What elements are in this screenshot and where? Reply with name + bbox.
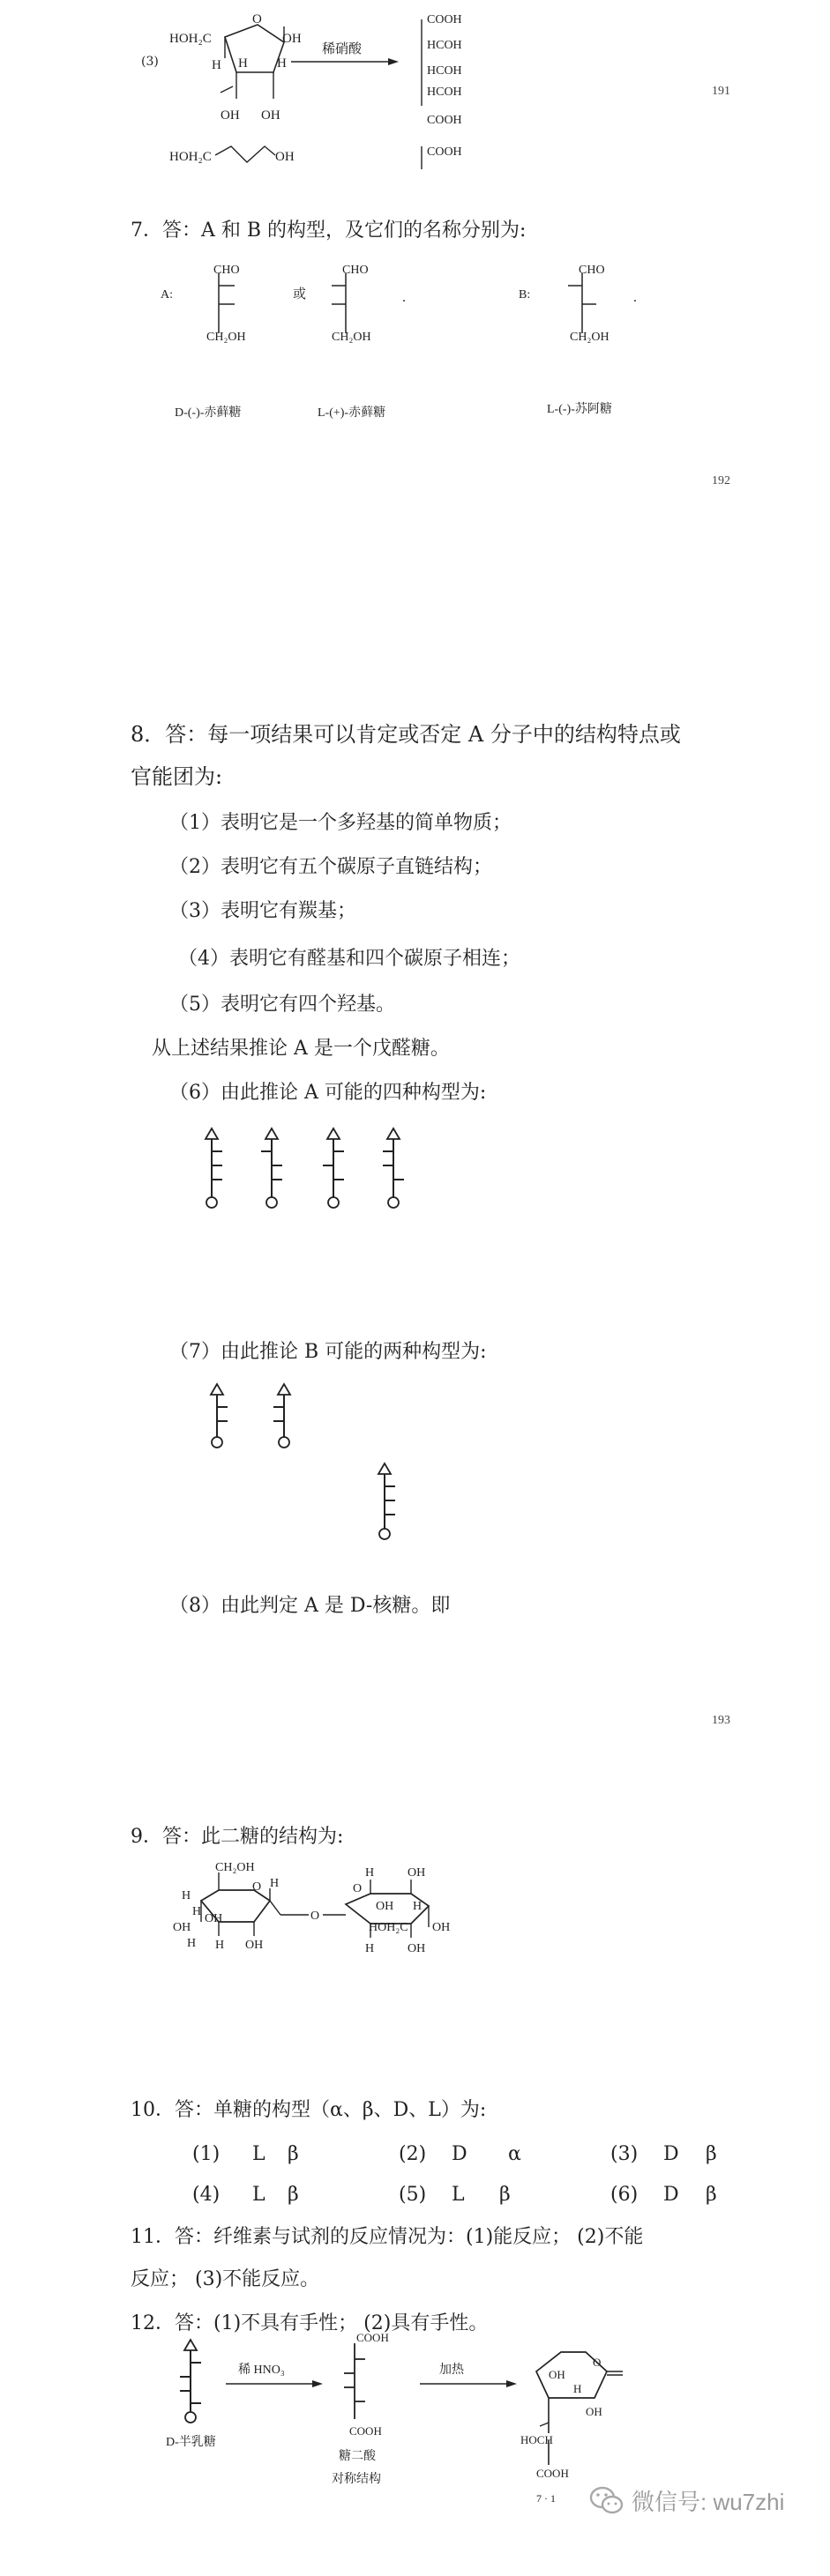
hoh2c-label: HOH₂C bbox=[169, 150, 212, 164]
hoh2c-label: HOH₂C bbox=[369, 1921, 408, 1934]
answer-heading: 8．答：每一项结果可以肯定或否定 A 分子中的结构特点或 bbox=[131, 722, 681, 747]
compound-note: 对称结构 bbox=[332, 2473, 381, 2486]
config-number: (2) bbox=[399, 2143, 427, 2165]
oh-label: OH bbox=[245, 1939, 264, 1952]
watermark bbox=[589, 2484, 784, 2517]
list-item: （5）表明它有四个羟基。 bbox=[169, 994, 395, 1016]
page-number: 191 bbox=[712, 85, 730, 98]
page-number: 192 bbox=[712, 474, 730, 488]
glycosidic-o-label: O bbox=[310, 1910, 320, 1923]
config-value: D bbox=[663, 2143, 679, 2165]
disaccharide-structure bbox=[0, 1860, 830, 1975]
answer-heading: 11．答：纤维素与试剂的反应情况为：(1)能反应； (2)不能 bbox=[131, 2226, 644, 2248]
fischer-skeletons-b bbox=[0, 1375, 830, 1552]
h-label: H bbox=[238, 56, 248, 71]
furanose-ring-structure bbox=[0, 0, 830, 176]
h-label: H bbox=[187, 1937, 197, 1950]
formula-line: HCOH bbox=[427, 64, 462, 78]
formula-line: COOH bbox=[427, 114, 462, 127]
config-number: (1) bbox=[192, 2143, 221, 2165]
formula-line: COOH bbox=[427, 13, 462, 26]
answer-heading: 12．答：(1)不具有手性； (2)具有手性。 bbox=[131, 2312, 489, 2334]
period: . bbox=[402, 290, 406, 305]
compound-name: D-半乳糖 bbox=[166, 2436, 216, 2449]
oh-label: OH bbox=[549, 2368, 565, 2381]
h-label: H bbox=[365, 1942, 375, 1955]
compound-name: L-(+)-赤藓糖 bbox=[318, 406, 386, 420]
ch2oh-label: CH₂OH bbox=[206, 331, 246, 344]
cho-label: CHO bbox=[342, 264, 369, 277]
compound-name: 糖二酸 bbox=[339, 2450, 376, 2463]
config-number: (5) bbox=[399, 2184, 427, 2206]
page-number-partial: 7 · 1 bbox=[536, 2492, 556, 2505]
cho-label: CHO bbox=[213, 264, 240, 277]
formula-line: HCOH bbox=[427, 39, 462, 52]
list-item: （3）表明它有羰基； bbox=[169, 900, 356, 922]
reagent-label: 稀硝酸 bbox=[322, 42, 363, 56]
formula-line: COOH bbox=[427, 145, 462, 159]
ch2oh-label: CH₂OH bbox=[332, 331, 371, 344]
wechat-icon bbox=[589, 2486, 624, 2516]
reagent-label: 加热 bbox=[439, 2364, 464, 2377]
o-label: O bbox=[593, 2356, 602, 2369]
config-number: (4) bbox=[192, 2184, 221, 2206]
config-value: D bbox=[452, 2143, 467, 2165]
h-label: H bbox=[365, 1866, 375, 1880]
oh-label: OH bbox=[586, 2405, 602, 2418]
o-label: O bbox=[252, 1880, 262, 1894]
ring-oxygen-label: O bbox=[252, 12, 262, 26]
oh-label: OH bbox=[408, 1942, 426, 1955]
hoch-label: HOCH bbox=[520, 2433, 553, 2446]
config-number: (6) bbox=[610, 2184, 639, 2206]
config-value: β bbox=[288, 2184, 299, 2206]
list-item: （6）由此推论 A 可能的四种构型为: bbox=[169, 1082, 487, 1104]
oh-label: OH bbox=[261, 108, 280, 123]
fischer-projections-7 bbox=[0, 256, 830, 432]
conclusion-text: 从上述结果推论 A 是一个戊醛糖。 bbox=[152, 1038, 450, 1060]
config-value: β bbox=[288, 2143, 299, 2165]
b-label: B: bbox=[519, 288, 531, 302]
h-label: H bbox=[413, 1900, 422, 1913]
config-value: L bbox=[252, 2143, 265, 2165]
oh-label: OH bbox=[173, 1921, 191, 1934]
h-label: H bbox=[182, 1889, 191, 1902]
config-value: β bbox=[499, 2184, 511, 2206]
cooh-label: COOH bbox=[349, 2424, 382, 2438]
config-number: (3) bbox=[610, 2143, 639, 2165]
oh-label: OH bbox=[205, 1912, 223, 1925]
oh-label: OH bbox=[282, 32, 302, 46]
config-value: β bbox=[706, 2143, 717, 2165]
oh-label: OH bbox=[221, 108, 240, 123]
a-label: A: bbox=[161, 288, 173, 302]
period: . bbox=[633, 290, 637, 305]
or-label: 或 bbox=[293, 287, 307, 302]
list-item: （8）由此判定 A 是 D-核糖。即 bbox=[169, 1595, 451, 1617]
config-value: β bbox=[706, 2184, 717, 2206]
cooh-label: COOH bbox=[536, 2467, 569, 2480]
watermark-text: 微信号: wu7zhi bbox=[632, 2489, 785, 2515]
compound-name: D-(-)-赤藓糖 bbox=[175, 406, 242, 420]
answer-text: 官能团为: bbox=[131, 764, 223, 789]
config-value: L bbox=[452, 2184, 465, 2206]
oh-label: OH bbox=[275, 150, 295, 164]
oh-label: OH bbox=[432, 1921, 451, 1934]
answer-heading: 10．答：单糖的构型（α、β、D、L）为: bbox=[131, 2099, 487, 2121]
config-value: α bbox=[508, 2143, 521, 2165]
cooh-label: COOH bbox=[356, 2331, 389, 2344]
config-value: D bbox=[663, 2184, 679, 2206]
oh-label: OH bbox=[376, 1900, 394, 1913]
item-number: (3) bbox=[141, 55, 159, 69]
ch2oh-label: CH₂OH bbox=[570, 331, 609, 344]
h-label: H bbox=[192, 1905, 202, 1918]
h-label: H bbox=[573, 2382, 582, 2395]
page-number: 193 bbox=[712, 1714, 730, 1727]
hoh2c-label: HOH₂C bbox=[169, 32, 212, 46]
h-label: H bbox=[277, 56, 287, 71]
ch2oh-label: CH₂OH bbox=[215, 1861, 255, 1874]
reagent-label: 稀 HNO₃ bbox=[238, 2364, 285, 2377]
config-value: L bbox=[252, 2184, 265, 2206]
list-item: （1）表明它是一个多羟基的简单物质； bbox=[169, 812, 512, 834]
answer-heading: 7．答：A 和 B 的构型，及它们的名称分别为: bbox=[131, 220, 527, 242]
list-item: （7）由此推论 B 可能的两种构型为: bbox=[169, 1341, 487, 1363]
formula-line: HCOH bbox=[427, 86, 462, 99]
answer-text: 反应； (3)不能反应。 bbox=[131, 2268, 320, 2290]
fischer-skeletons-a bbox=[0, 1120, 830, 1217]
list-item: （4）表明它有醛基和四个碳原子相连； bbox=[178, 948, 520, 970]
h-label: H bbox=[270, 1877, 280, 1890]
h-label: H bbox=[212, 58, 221, 72]
compound-name: L-(-)-苏阿糖 bbox=[547, 403, 612, 416]
h-label: H bbox=[215, 1939, 225, 1952]
galactose-reaction-scheme bbox=[0, 2327, 830, 2576]
cho-label: CHO bbox=[579, 264, 605, 277]
oh-label: OH bbox=[408, 1866, 426, 1880]
list-item: （2）表明它有五个碳原子直链结构； bbox=[169, 856, 492, 878]
o-label: O bbox=[353, 1882, 363, 1895]
answer-heading: 9．答：此二糖的结构为: bbox=[131, 1826, 344, 1848]
